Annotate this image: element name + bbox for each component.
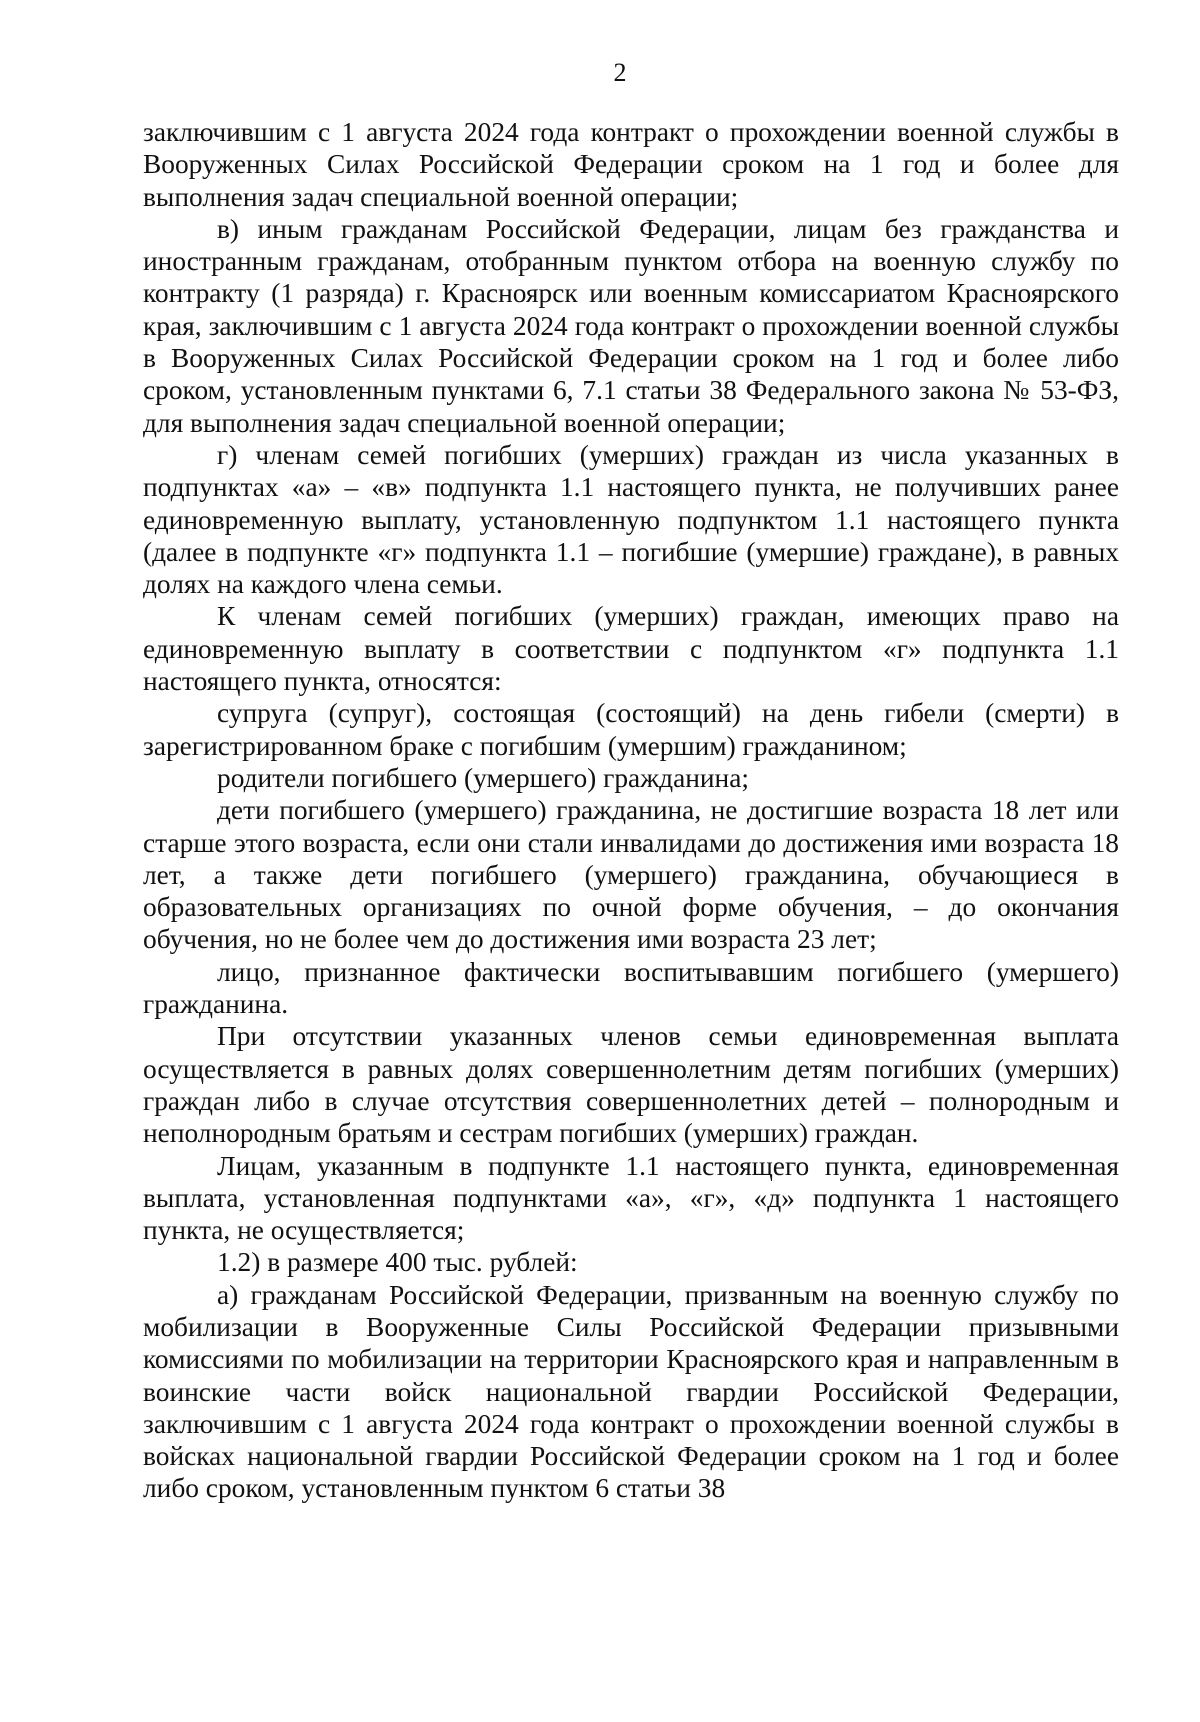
paragraph: При отсутствии указанных членов семьи единовременная выплата осуществляется в равных долях совершеннолетним детям погибших (умерших) граждан либо в случае отсутствия совершеннолетних детей – полнородным и неполнородным братьям и сестрам погибших (умерших) граждан. (143, 1021, 1119, 1149)
paragraph: заключившим с 1 августа 2024 года контракт о прохождении военной службы в Вооруженных Силах Российской Федерации сроком на 1 год и более для выполнения задач специальной военной операции; (143, 117, 1119, 212)
paragraph: Лицам, указанным в подпункте 1.1 настоящего пункта, единовременная выплата, установленная подпунктами «а», «г», «д» подпункта 1 настоящего пункта, не осуществляется; (143, 1150, 1119, 1246)
paragraph: г) членам семей погибших (умерших) граждан из числа указанных в подпунктах «а» – «в» подпункта 1.1 настоящего пункта, не получивших ранее единовременную выплату, установленную подпунктом 1.1 настоящего пункта (далее в подпункте «г» подпункта 1.1 – погибшие (умершие) граждане), в равных долях на каждого члена семьи. (143, 439, 1119, 600)
paragraph: лицо, признанное фактически воспитывавшим погибшего (умершего) гражданина. (143, 956, 1119, 1020)
page-number: 2 (613, 58, 627, 87)
paragraph: 1.2) в размере 400 тыс. рублей: (217, 1247, 578, 1278)
paragraph: родители погибшего (умершего) гражданина; (217, 762, 749, 793)
paragraph: К членам семей погибших (умерших) граждан, имеющих право на единовременную выплату в соответствии с подпунктом «г» подпункта 1.1 настоящего пункта, относятся: (143, 601, 1119, 697)
paragraph: в) иным гражданам Российской Федерации, лицам без гражданства и иностранным гражданам, отобранным пунктом отбора на военную службу по контракту (1 разряда) г. Красноярск или военным комиссариатом Красноярского края, заключившим с 1 августа 2024 года контракт о прохождении военной службы в Вооруженных Силах Российской Федерации сроком на 1 год и более либо сроком, установленным пунктами 6, 7.1 статьи 38 Федерального закона № 53-ФЗ, для выполнения задач специальной военной операции; (143, 213, 1119, 438)
document-body (143, 116, 1119, 1505)
paragraph: супруга (супруг), состоящая (состоящий) на день гибели (смерти) в зарегистрированном браке с погибшим (умершим) гражданином; (143, 698, 1119, 761)
paragraph: дети погибшего (умершего) гражданина, не достигшие возраста 18 лет или старше этого возраста, если они стали инвалидами до достижения ими возраста 18 лет, а также дети погибшего (умершего) гражданина, обучающиеся в образовательных организациях по очной форме обучения, – до окончания обучения, но не более чем до достижения ими возраста 23 лет; (143, 795, 1119, 955)
paragraph: а) гражданам Российской Федерации, призванным на военную службу по мобилизации в Вооруженные Силы Российской Федерации призывными комиссиями по мобилизации на территории Красноярского края и направленным в воинские части войск национальной гвардии Российской Федерации, заключившим с 1 августа 2024 года контракт о прохождении военной службы в войсках национальной гвардии Российской Федерации сроком на 1 год и более либо сроком, установленным пунктом 6 статьи 38 (143, 1279, 1119, 1504)
